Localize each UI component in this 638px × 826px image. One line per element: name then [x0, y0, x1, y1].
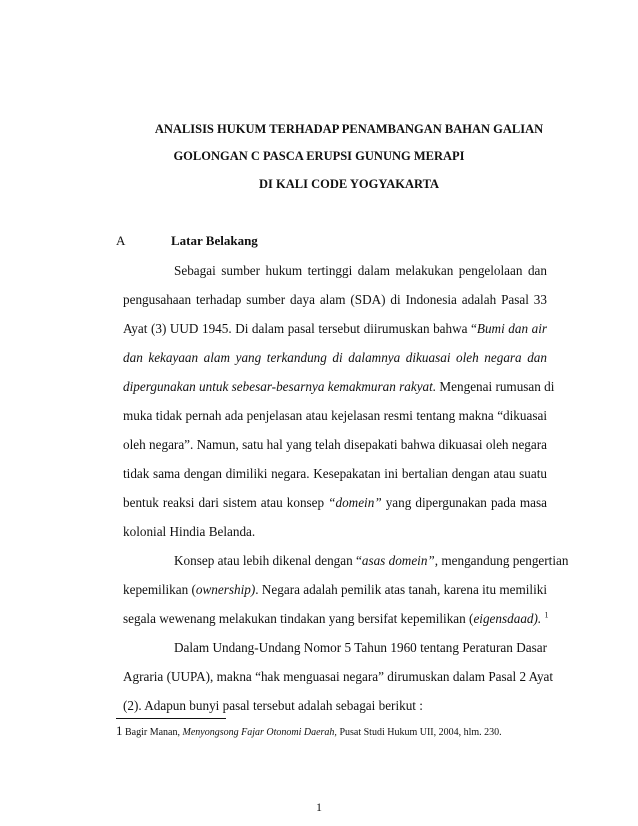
text-span: kepemilikan ( — [123, 582, 196, 597]
paragraph-line: kolonial Hindia Belanda. — [123, 524, 256, 539]
footnote — [116, 723, 502, 739]
text-span: bentuk reaksi dari sistem atau konsep — [123, 495, 329, 510]
italic-text: dipergunakan untuk sebesar-besarnya kemakmuran rakyat. — [123, 379, 437, 394]
paragraph-line: (2). Adapun bunyi pasal tersebut adalah sebagai berikut : — [123, 698, 423, 713]
text-span: Mengenai rumusan di — [436, 379, 555, 394]
footnote-publisher: Pusat Studi Hukum UII, 2004, hlm. 230. — [336, 727, 502, 738]
section-heading-text: Latar Belakang — [171, 233, 258, 248]
title-line-3: DI KALI CODE YOGYAKARTA — [258, 177, 440, 191]
title-line-1: ANALISIS HUKUM TERHADAP PENAMBANGAN BAHAN GALIAN — [154, 122, 544, 136]
paragraph-line — [123, 321, 547, 337]
text-span: Ayat (3) UUD 1945. Di dalam pasal tersebut diirumuskan bahwa “ — [123, 321, 477, 336]
italic-text: ownership) — [195, 582, 256, 597]
paragraph-line: Sebagai sumber hukum tertinggi dalam melakukan pengelolaan dan — [174, 263, 547, 278]
footnote-author: Bagir Manan, — [122, 727, 183, 738]
paragraph-line: muka tidak pernah ada penjelasan atau kejelasan resmi tentang makna “dikuasai — [123, 408, 547, 423]
text-span: yang dipergunakan pada masa — [381, 495, 547, 510]
paragraph-line — [123, 582, 547, 598]
paragraph-line — [123, 495, 547, 511]
italic-text: asas domein” — [361, 553, 435, 568]
footnote-reference[interactable]: 1 — [544, 610, 549, 620]
footnote-work-title: Menyongsong Fajar Otonomi Daerah, — [182, 727, 337, 738]
italic-text: eigensdaad). — [473, 611, 542, 626]
footnote-number: 1 — [116, 723, 123, 738]
italic-text: Bumi dan air — [476, 321, 547, 336]
text-span: , mengandung pengertian — [434, 553, 569, 568]
text-span: Konsep atau lebih dikenal dengan “ — [174, 553, 362, 568]
paragraph-line — [123, 379, 555, 395]
paragraph-line — [174, 553, 569, 569]
paragraph-line: Dalam Undang-Undang Nomor 5 Tahun 1960 tentang Peraturan Dasar — [174, 640, 547, 655]
paragraph-line: tidak sama dengan dimiliki negara. Kesepakatan ini bertalian dengan atau suatu — [123, 466, 547, 481]
section-heading — [116, 233, 258, 249]
paragraph-line: oleh negara”. Namun, satu hal yang telah disepakati bahwa dikuasai oleh negara — [123, 437, 547, 452]
italic-text: “domein” — [328, 495, 382, 510]
paragraph-line: dan kekayaan alam yang terkandung di dalamnya dikuasai oleh negara dan — [123, 350, 547, 365]
title-line-2: GOLONGAN C PASCA ERUPSI GUNUNG MERAPI — [173, 149, 465, 163]
footnote-separator — [116, 718, 226, 719]
paragraph-line — [123, 611, 547, 627]
section-number: A — [116, 233, 126, 248]
text-span: . Negara adalah pemilik atas tanah, karena itu memiliki — [255, 582, 547, 597]
paragraph-line: pengusahaan terhadap sumber daya alam (SDA) di Indonesia adalah Pasal 33 — [123, 292, 547, 307]
page-number: 1 — [316, 800, 322, 814]
paragraph-line: Agraria (UUPA), makna “hak menguasai negara” dirumuskan dalam Pasal 2 Ayat — [123, 669, 554, 684]
text-span: segala wewenang melakukan tindakan yang bersifat kepemilikan ( — [123, 611, 474, 626]
